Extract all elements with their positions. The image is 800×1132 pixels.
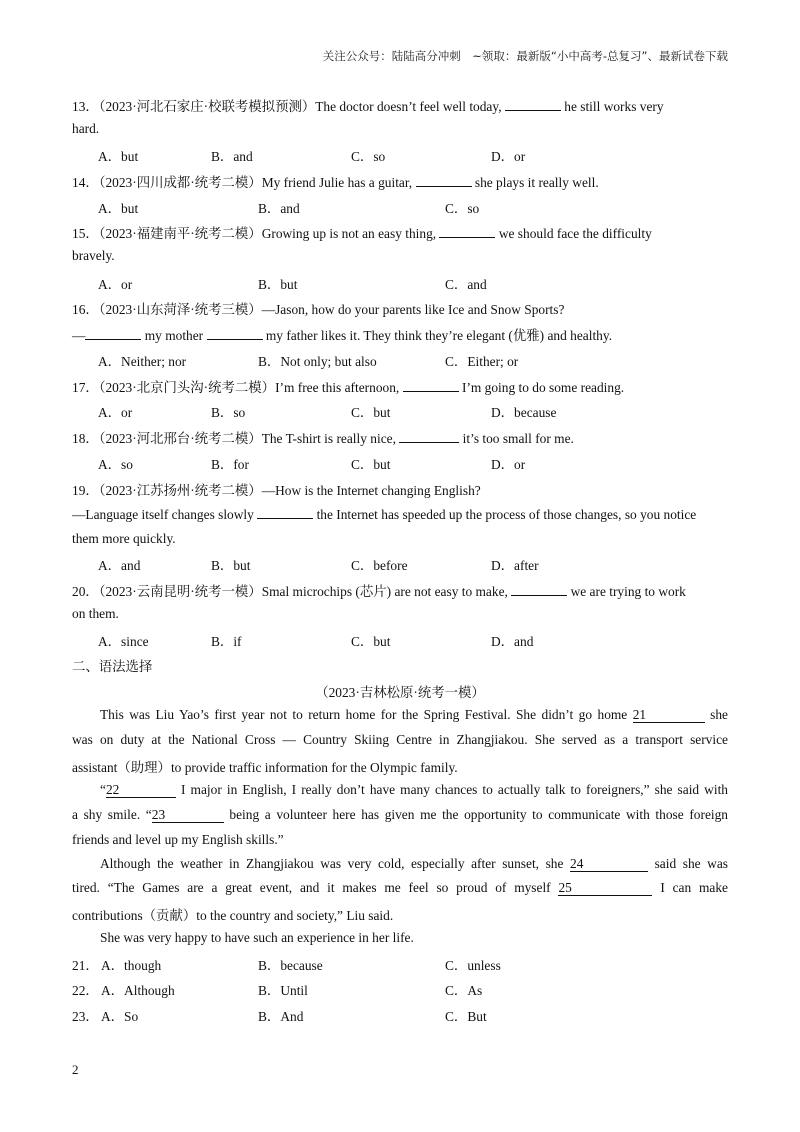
option: A．or [98, 405, 133, 420]
option: C．unless [445, 958, 501, 973]
option: C．so [351, 149, 386, 164]
answer-blank [505, 98, 561, 111]
passage-p3-line3: contributions（贡献）to the country and society,” Liu said. [72, 908, 394, 923]
option: C．but [351, 634, 391, 649]
option: B．so [211, 405, 246, 420]
question-20: 20．（2023·云南昆明·统考一模）Smal microchips (芯片) are not easy to make, we are trying to work [72, 584, 686, 599]
question-13: 13．（2023·河北石家庄·校联考模拟预测）The doctor doesn’t feel well today, he still works very [72, 99, 664, 114]
option: D．because [491, 405, 557, 420]
option: B．And [258, 1009, 304, 1024]
question-number: 23． [72, 1009, 99, 1024]
option: C．so [445, 201, 480, 216]
option: A．or [98, 277, 133, 292]
question-15-continuation: bravely. [72, 248, 115, 263]
option: B．and [258, 201, 300, 216]
option: B．if [211, 634, 242, 649]
option: B．Until [258, 983, 308, 998]
passage-p1-line2: was on duty at the National Cross — Country Skiing Centre in Zhangjiakou. She served as a transport service [72, 732, 728, 747]
option: A．Although [101, 983, 175, 998]
option: C．but [351, 405, 391, 420]
question-19-reply: —Language itself changes slowly the Internet has speeded up the process of those changes, so you notice [72, 507, 697, 522]
passage-p4: She was very happy to have such an experience in her life. [100, 930, 414, 945]
option: B．and [211, 149, 253, 164]
blank-24: 24 [570, 857, 648, 872]
option: A．though [101, 958, 162, 973]
answer-blank [511, 583, 567, 596]
passage-source: （2023·吉林松原·统考一模） [315, 685, 485, 700]
option: A．since [98, 634, 149, 649]
question-number: 21． [72, 958, 99, 973]
page-header: 关注公众号：陆陆高分冲刺 ~领取：最新版“小中高考-总复习”、最新试卷下载 [322, 49, 728, 63]
option: B．for [211, 457, 249, 472]
question-16-reply: — my mother my father likes it. They think they’re elegant (优雅) and healthy. [72, 328, 613, 343]
answer-blank [85, 327, 141, 340]
option: D．or [491, 149, 526, 164]
passage-p1-line3: assistant（助理）to provide traffic information for the Olympic family. [72, 760, 458, 775]
answer-blank [399, 430, 459, 443]
passage-p2-line1: “22 I major in English, I really don’t have many chances to actually talk to foreigners,” she said with [100, 782, 728, 797]
option: C．Either; or [445, 354, 519, 369]
question-19: 19．（2023·江苏扬州·统考二模）—How is the Internet changing English? [72, 483, 481, 498]
question-18: 18．（2023·河北邢台·统考二模）The T-shirt is really nice, it’s too small for me. [72, 431, 574, 446]
option: C．before [351, 558, 408, 573]
answer-blank [416, 174, 472, 187]
passage-p3-line2: tired. “The Games are a great event, and it makes me feel so proud of myself 25 I can make [72, 880, 728, 895]
question-14: 14．（2023·四川成都·统考二模）My friend Julie has a guitar, she plays it really well. [72, 175, 599, 190]
section-title: 二、语法选择 [72, 659, 153, 674]
blank-25: 25 [558, 881, 652, 896]
answer-blank [403, 379, 459, 392]
option: D．or [491, 457, 526, 472]
passage-p3-line1: Although the weather in Zhangjiakou was very cold, especially after sunset, she 24 said she was [100, 856, 728, 871]
option: D．and [491, 634, 534, 649]
page-number: 2 [72, 1062, 79, 1077]
blank-22: 22 [106, 783, 176, 798]
question-16: 16．（2023·山东菏泽·统考三模）—Jason, how do your parents like Ice and Snow Sports? [72, 302, 565, 317]
option: C．As [445, 983, 483, 998]
question-number: 22． [72, 983, 99, 998]
option: C．But [445, 1009, 487, 1024]
option: B．but [258, 277, 298, 292]
option: A．but [98, 201, 139, 216]
option: A．So [101, 1009, 139, 1024]
answer-blank [257, 506, 313, 519]
option: C．and [445, 277, 487, 292]
question-15: 15．（2023·福建南平·统考二模）Growing up is not an easy thing, we should face the difficulty [72, 226, 652, 241]
option: A．Neither; nor [98, 354, 187, 369]
option: D．after [491, 558, 539, 573]
option: B．because [258, 958, 323, 973]
passage-p2-line3: friends and level up my English skills.” [72, 832, 284, 847]
passage-p2-line2: a shy smile. “23 being a volunteer here has given me the opportunity to communicate with those foreign [72, 807, 728, 822]
answer-blank [207, 327, 263, 340]
option: A．so [98, 457, 133, 472]
question-13-continuation: hard. [72, 121, 100, 136]
answer-blank [439, 225, 495, 238]
option: A．and [98, 558, 141, 573]
question-19-continuation: them more quickly. [72, 531, 176, 546]
option: C．but [351, 457, 391, 472]
option: B．Not only; but also [258, 354, 377, 369]
option: B．but [211, 558, 251, 573]
question-17: 17．（2023·北京门头沟·统考二模）I’m free this afternoon, I’m going to do some reading. [72, 380, 625, 395]
blank-23: 23 [152, 808, 224, 823]
option: A．but [98, 149, 139, 164]
question-20-continuation: on them. [72, 606, 119, 621]
passage-p1-line1: This was Liu Yao’s first year not to return home for the Spring Festival. She didn’t go home 21 she [100, 707, 728, 722]
blank-21: 21 [633, 708, 705, 723]
